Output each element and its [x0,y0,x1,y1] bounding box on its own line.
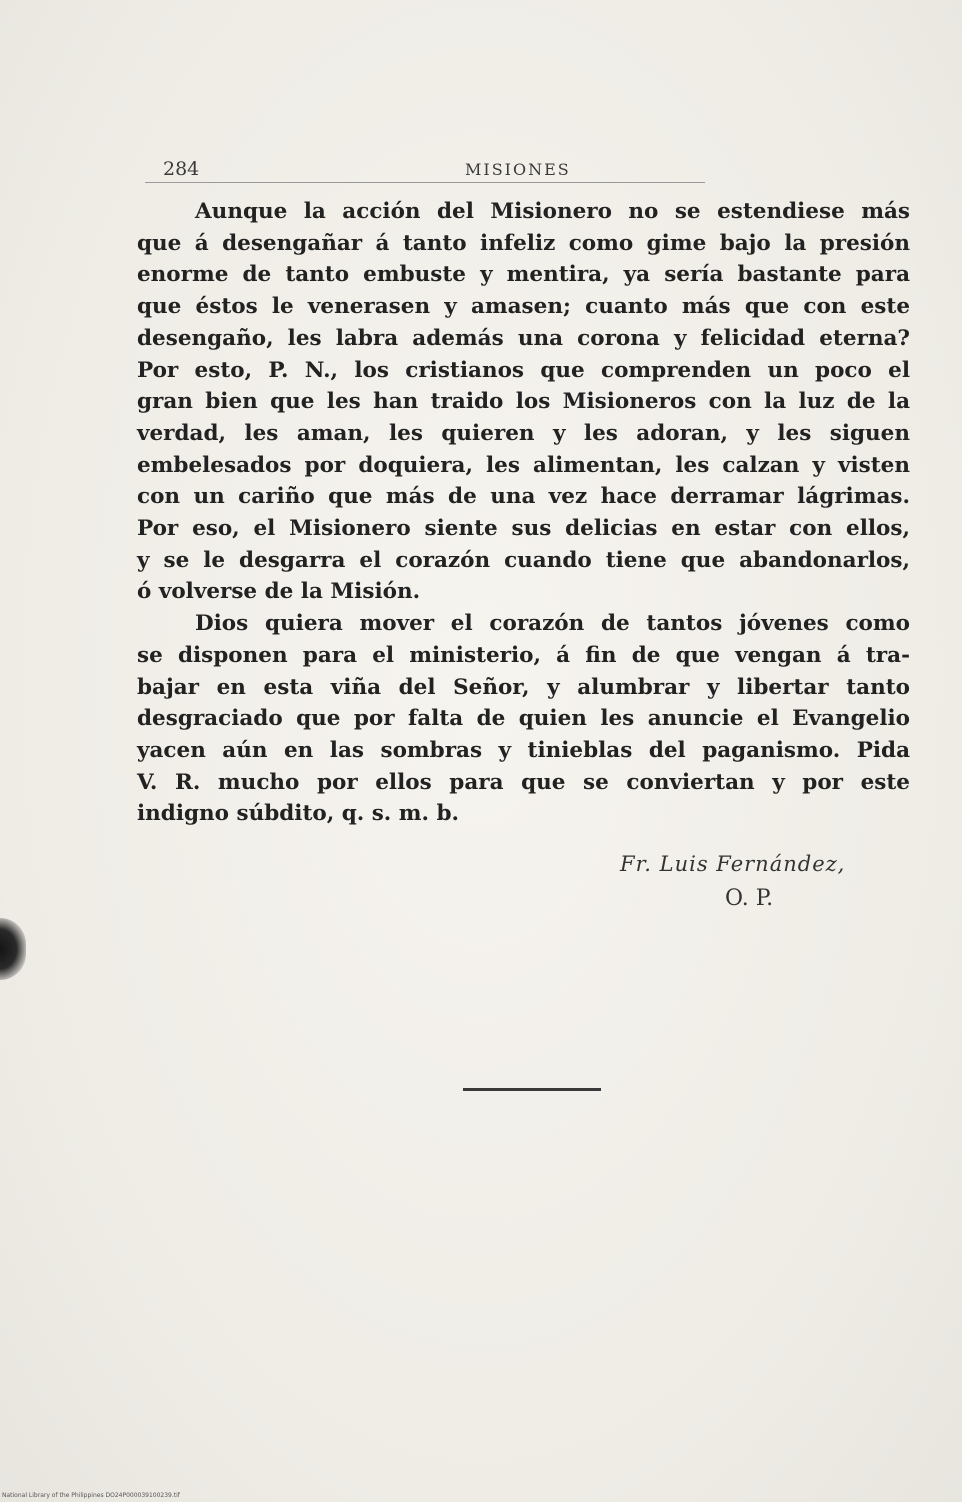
text-line: con un cariño que más de una vez hace derramar lágrimas. [137,484,910,510]
text-line: desgraciado que por falta de quien les anuncie el Evangelio [137,706,910,732]
page-header [145,156,915,184]
text-line: ó volverse de la Misión. [137,579,421,605]
text-line: que á desengañar á tanto infeliz como gime bajo la presión [137,230,910,256]
page-number: 284 [163,158,200,180]
text-line: Por eso, el Misionero siente sus delicias en estar con ellos, [137,516,910,542]
text-line: V. R. mucho por ellos para que se conviertan y por este [137,769,910,795]
text-line: Por esto, P. N., los cristianos que comprenden un poco el [137,357,910,383]
text-line: yacen aún en las sombras y tinieblas del paganismo. Pida [137,737,910,763]
text-line: desengaño, les labra además una corona y felicidad eterna? [137,325,910,351]
text-line: gran bien que les han traido los Misioneros con la luz de la [137,389,910,415]
footer-credit: National Library of the Philippines DO24P000039100239.tif [2,1492,180,1499]
header-rule [145,182,705,183]
end-rule [463,1088,601,1091]
text-line: indigno súbdito, q. s. m. b. [137,801,460,827]
signature-order: O. P. [725,886,774,911]
text-line: Dios quiera mover el corazón de tantos jóvenes como [195,611,910,637]
text-line: que éstos le venerasen y amasen; cuanto más que con este [137,294,910,320]
paragraph-2 [137,608,910,830]
text-line: verdad, les aman, les quieren y les adoran, y les siguen [137,420,910,446]
text-line: bajar en esta viña del Señor, y alumbrar y libertar tanto [137,674,910,700]
text-line: enorme de tanto embuste y mentira, ya sería bastante para [137,262,910,288]
signature-name: Fr. Luis Fernández, [620,852,846,876]
paragraph-1 [137,196,910,608]
body-text [137,196,910,830]
text-line: se disponen para el ministerio, á fin de que vengan á tra- [137,642,910,668]
text-line: Aunque la acción del Misionero no se estendiese más [195,199,910,224]
signature [620,852,846,911]
text-line: embelesados por doquiera, les alimentan, les calzan y visten [137,452,910,478]
text-line: y se le desgarra el corazón cuando tiene que abandonarlos, [137,547,910,573]
running-head: MISIONES [465,160,571,179]
